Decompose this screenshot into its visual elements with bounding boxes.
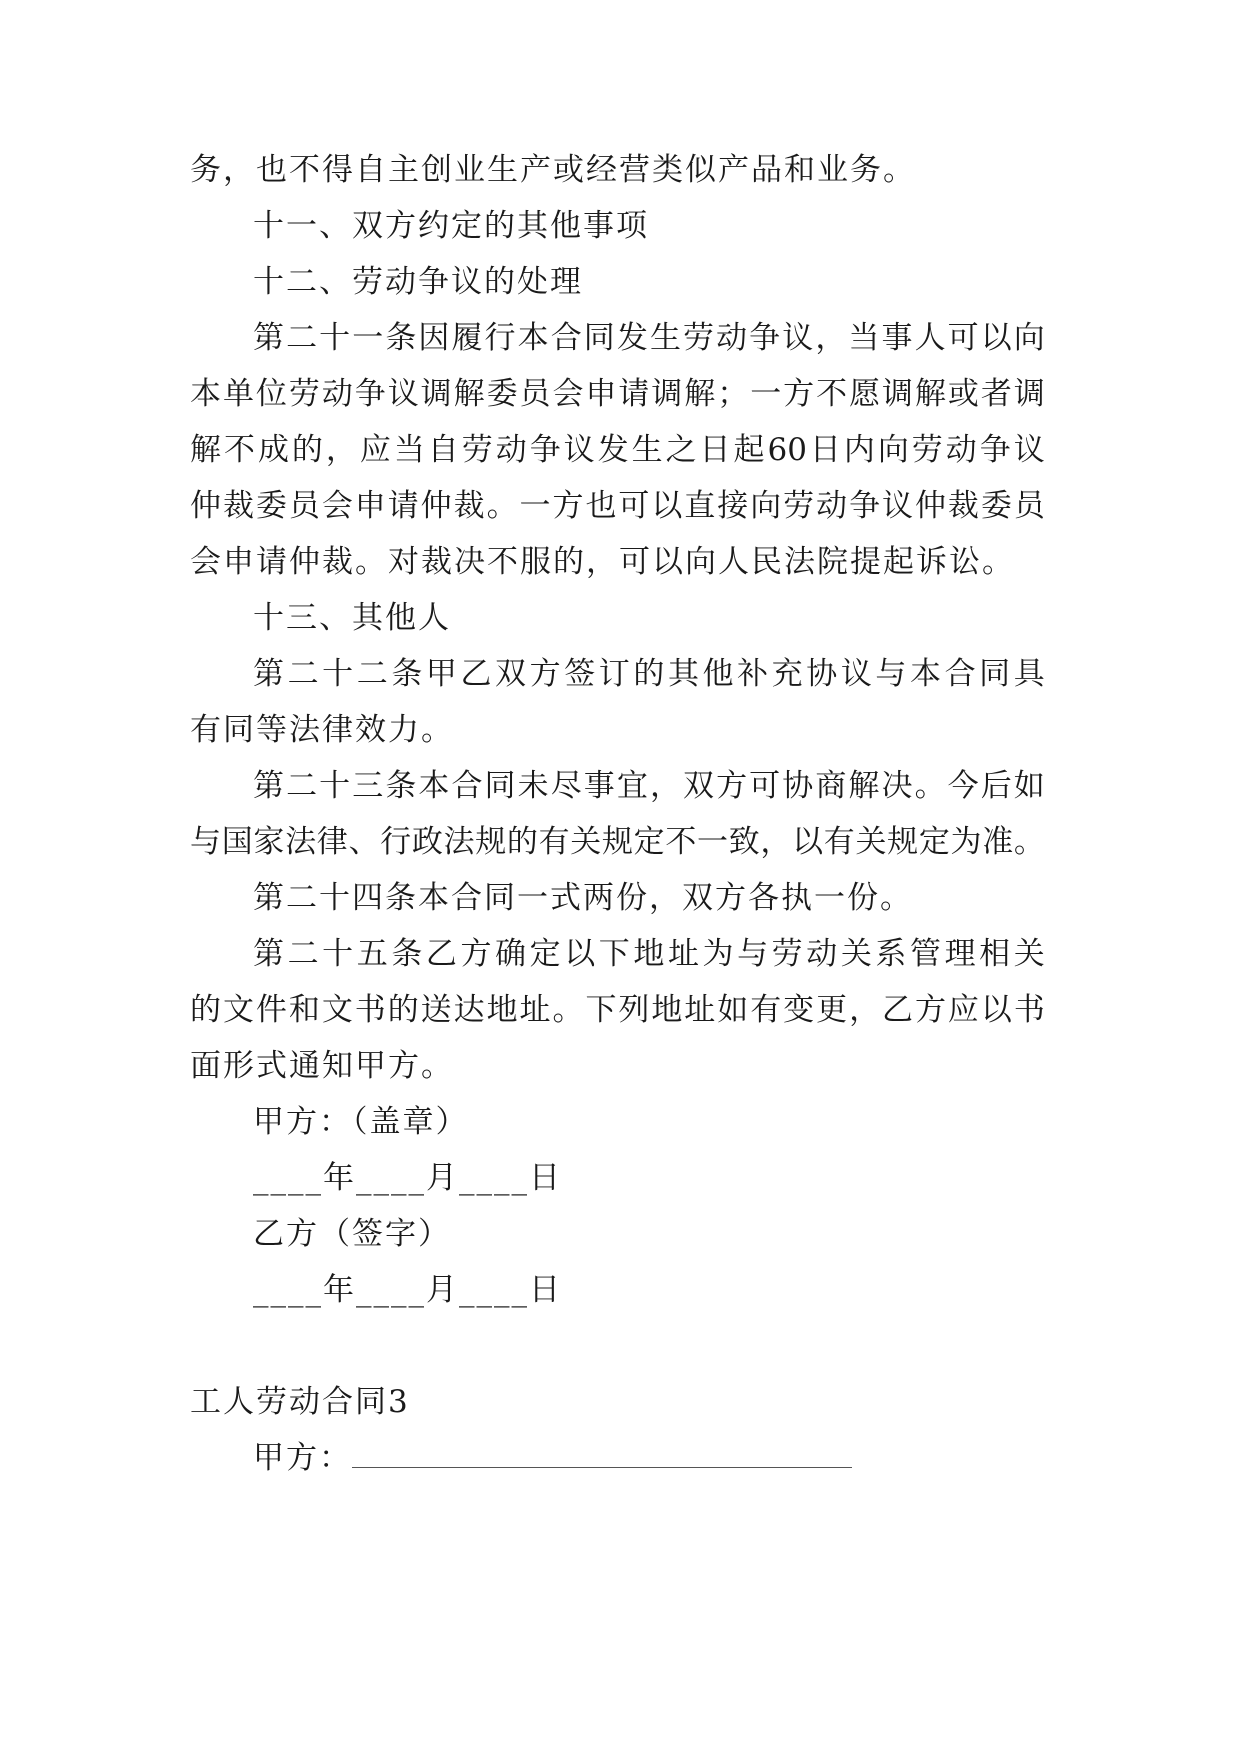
paragraph-line: 第 二 十 五 条 乙 方 确 定 以 下 地 址 为 与 劳 动 关 系 管 理 相 关: [253, 936, 1045, 972]
paragraph-line: 会申请仲裁。对裁决不服的，可以向人民法院提起诉讼。: [190, 544, 1015, 580]
paragraph-line: 与 国 家 法 律 、 行 政 法 规 的 有 关 规 定 不 一 致 ， 以 有 关 规 定 为 准 。: [190, 824, 1045, 860]
day-label: 日: [529, 1272, 562, 1308]
party-a-date-line: [253, 1158, 562, 1198]
month-label: 月: [426, 1272, 459, 1308]
paragraph-line: 第 二 十 二 条 甲 乙 双 方 签 订 的 其 他 补 充 协 议 与 本 合 同 具: [253, 656, 1045, 692]
party-b-date-line: [253, 1270, 562, 1310]
year-label: 年: [323, 1272, 356, 1308]
paragraph-line: 解 不 成 的 ， 应 当 自 劳 动 争 议 发 生 之 日 起 60 日 内 向 劳 动 争 议: [190, 432, 1045, 468]
party-a-seal-label: 甲方：（盖章）: [253, 1104, 469, 1140]
month-blank[interactable]: ____: [356, 1160, 426, 1196]
paragraph-line: 面形式通知甲方。: [190, 1048, 454, 1084]
paragraph-line: 本 单 位 劳 动 争 议 调 解 委 员 会 申 请 调 解 ； 一 方 不 愿 调 解 或 者 调: [190, 376, 1045, 412]
paragraph-line: 的 文 件 和 文 书 的 送 达 地 址 。 下 列 地 址 如 有 变 更 ， 乙 方 应 以 书: [190, 992, 1045, 1028]
party-b-signature-label: 乙方（签字）: [253, 1216, 451, 1252]
paragraph-line: 有同等法律效力。: [190, 712, 454, 748]
year-label: 年: [323, 1160, 356, 1196]
party-a-field-row: [253, 1438, 852, 1478]
paragraph-line: 第 二 十 三 条 本 合 同 未 尽 事 宜 ， 双 方 可 协 商 解 决 。 今 后 如: [253, 768, 1045, 804]
year-blank[interactable]: ____: [253, 1272, 323, 1308]
paragraph-line: 第 二 十 一 条 因 履 行 本 合 同 发 生 劳 动 争 议 ， 当 事 人 可 以 向: [253, 320, 1045, 356]
year-blank[interactable]: ____: [253, 1160, 323, 1196]
day-blank[interactable]: ____: [459, 1272, 529, 1308]
paragraph-line: 第二十四条本合同一式两份，双方各执一份。: [253, 880, 913, 916]
paragraph-line: 仲 裁 委 员 会 申 请 仲 裁 。 一 方 也 可 以 直 接 向 劳 动 争 议 仲 裁 委 员: [190, 488, 1045, 524]
paragraph-line: 务，也不得自主创业生产或经营类似产品和业务。: [190, 152, 916, 188]
party-a-field-label: 甲方：: [253, 1440, 352, 1476]
section-heading: 十二、劳动争议的处理: [253, 264, 583, 300]
section-heading: 十一、双方约定的其他事项: [253, 208, 649, 244]
day-label: 日: [529, 1160, 562, 1196]
party-a-name-blank[interactable]: [352, 1441, 852, 1468]
month-label: 月: [426, 1160, 459, 1196]
contract-title: 工人劳动合同3: [190, 1384, 410, 1420]
month-blank[interactable]: ____: [356, 1272, 426, 1308]
day-blank[interactable]: ____: [459, 1160, 529, 1196]
section-heading: 十三、其他人: [253, 600, 451, 636]
